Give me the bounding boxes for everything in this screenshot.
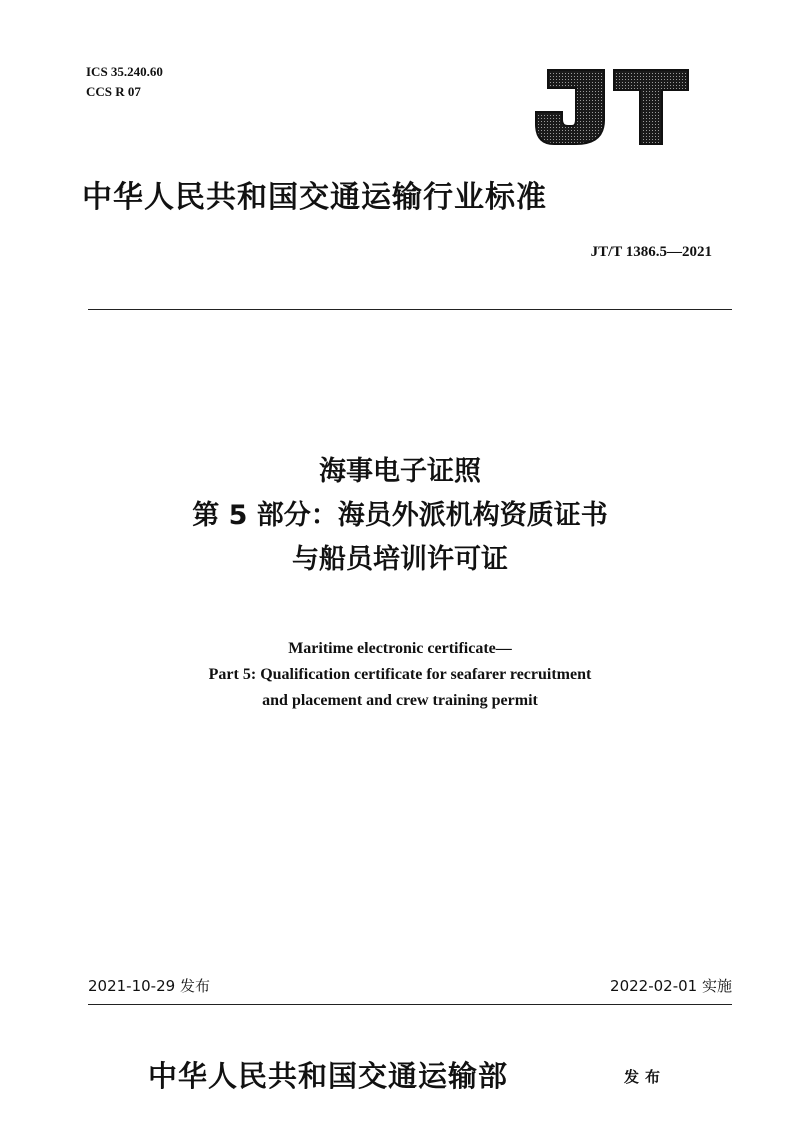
publisher-organization: 中华人民共和国交通运输部 — [148, 1059, 509, 1093]
ics-code: ICS 35.240.60 — [86, 64, 163, 79]
english-title-line-2: Part 5: Qualification certificate for seafarer recruitment — [208, 666, 592, 683]
chinese-title-line-1: 海事电子证照 — [319, 456, 481, 487]
standard-category: 中华人民共和国交通运输行业标准 — [82, 180, 547, 215]
english-title — [0, 636, 800, 714]
ccs-code: CCS R 07 — [86, 84, 141, 99]
chinese-title-line-2: 第 5 部分：海员外派机构资质证书 — [192, 500, 608, 531]
jt-logo — [534, 66, 690, 146]
bottom-divider — [88, 1004, 732, 1005]
classification-codes — [86, 62, 163, 102]
english-title-line-3: and placement and crew training permit — [262, 692, 538, 709]
english-title-line-1: Maritime electronic certificate— — [288, 640, 512, 657]
chinese-title-line-3: 与船员培训许可证 — [292, 544, 508, 575]
effective-date: 2022-02-01 实施 — [610, 977, 732, 995]
chinese-title — [0, 450, 800, 582]
standard-code: JT/T 1386.5—2021 — [590, 244, 712, 260]
publisher-action: 发布 — [624, 1068, 667, 1086]
top-divider — [88, 309, 732, 310]
issue-date: 2021-10-29 发布 — [88, 977, 210, 995]
